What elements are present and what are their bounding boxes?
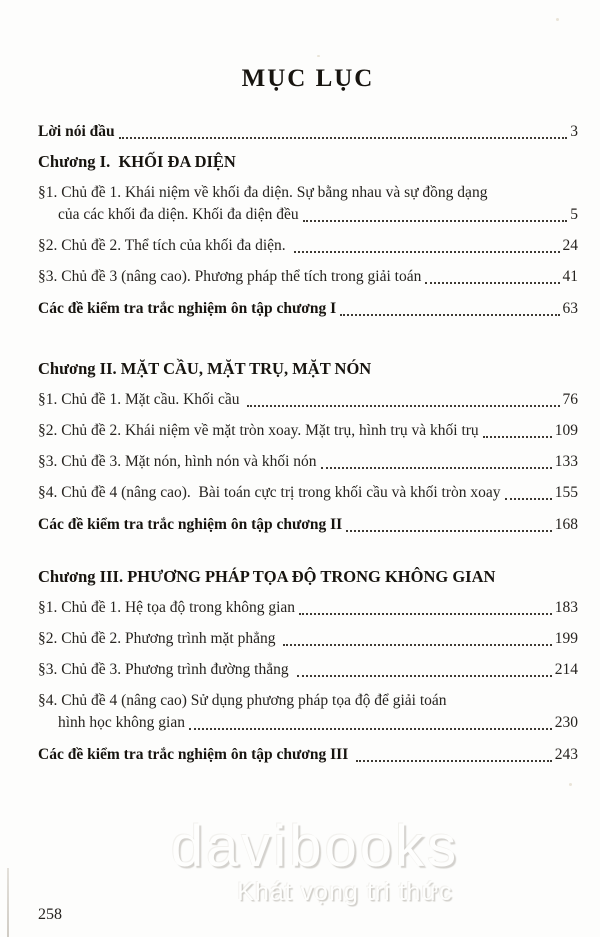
toc-entry [38, 628, 578, 650]
entry-page-number: 243 [554, 746, 578, 763]
dot-leader [189, 727, 552, 730]
toc-entry [38, 420, 578, 442]
entry-page-number: 109 [554, 422, 578, 439]
entry-page-number: 63 [562, 300, 578, 317]
entry-text: §4. Chủ đề 4 (nâng cao) Sử dụng phương pháp tọa độ để giải toán [38, 692, 447, 709]
toc-entry [38, 659, 578, 681]
chapter-heading: Chương I. KHỐI ĐA DIỆN [38, 152, 236, 171]
entry-text: Các đề kiểm tra trắc nghiệm ôn tập chương II [38, 516, 343, 533]
entry-page-number: 183 [554, 599, 578, 616]
dot-leader [321, 466, 552, 469]
page-title: MỤC LỤC [241, 65, 375, 92]
entry-page-number: 214 [554, 661, 578, 678]
toc-entry [38, 451, 578, 473]
entry-page-number: 76 [562, 391, 578, 408]
dot-leader [425, 281, 559, 284]
toc-entry-review [38, 514, 578, 536]
watermark-brand: davibooks [170, 814, 460, 879]
entry-page-number: 168 [554, 516, 578, 533]
entry-text: §2. Chủ đề 2. Khái niệm về mặt tròn xoay. Mặt trụ, hình trụ và khối trụ [38, 422, 479, 439]
entry-text: hình học không gian [58, 714, 185, 731]
entry-text: §3. Chủ đề 3. Mặt nón, hình nón và khối nón [38, 453, 317, 470]
entry-text: Lời nói đầu [38, 123, 115, 140]
entry-text: §2. Chủ đề 2. Phương trình mặt phẳng [38, 630, 280, 647]
dot-leader [483, 435, 552, 438]
toc-entry [38, 690, 578, 734]
entry-text: §1. Chủ đề 1. Mặt cầu. Khối cầu [38, 391, 244, 408]
toc-entry-review [38, 298, 578, 320]
entry-page-number: 41 [562, 268, 578, 285]
toc-entry [38, 597, 578, 619]
entry-page-number: 5 [570, 206, 578, 223]
dot-leader [356, 759, 552, 762]
watermark-slogan: Khát vọng tri thức [237, 878, 453, 906]
dot-leader [346, 529, 552, 532]
dot-leader [297, 674, 552, 677]
dot-leader [283, 643, 551, 646]
entry-text: Các đề kiểm tra trắc nghiệm ôn tập chương III [38, 746, 353, 763]
entry-text: §1. Chủ đề 1. Khái niệm về khối đa diện. Sự bằng nhau và sự đồng dạng [38, 184, 488, 201]
scan-speck [556, 18, 559, 21]
toc-entry [38, 482, 578, 504]
entry-text: §2. Chủ đề 2. Thể tích của khối đa diện. [38, 237, 290, 254]
toc-entry-review [38, 744, 578, 766]
toc-entry [38, 389, 578, 411]
scan-speck [317, 55, 320, 57]
toc-entry-preface [38, 121, 578, 143]
page-number: 258 [38, 906, 62, 923]
entry-text: Các đề kiểm tra trắc nghiệm ôn tập chương I [38, 300, 337, 317]
scan-edge-artifact [7, 868, 9, 937]
entry-page-number: 133 [554, 453, 578, 470]
entry-text: §4. Chủ đề 4 (nâng cao). Bài toán cực trị trong khối cầu và khối tròn xoay [38, 484, 501, 501]
entry-page-number: 230 [554, 714, 578, 731]
scan-speck [569, 783, 572, 786]
entry-text: §3. Chủ đề 3 (nâng cao). Phương pháp thể tích trong giải toán [38, 268, 422, 285]
dot-leader [303, 219, 568, 222]
dot-leader [294, 250, 560, 253]
entry-text: của các khối đa diện. Khối đa diện đều [58, 206, 299, 223]
dot-leader [340, 313, 559, 316]
chapter-heading: Chương II. MẶT CẦU, MẶT TRỤ, MẶT NÓN [38, 359, 372, 378]
entry-text: §3. Chủ đề 3. Phương trình đường thẳng [38, 661, 293, 678]
entry-page-number: 3 [570, 123, 578, 140]
entry-page-number: 199 [554, 630, 578, 647]
dot-leader [299, 612, 552, 615]
toc-entry [38, 182, 578, 226]
entry-page-number: 24 [562, 237, 578, 254]
dot-leader [505, 497, 552, 500]
chapter-heading: Chương III. PHƯƠNG PHÁP TỌA ĐỘ TRONG KHÔNG GIAN [38, 567, 496, 586]
toc-entry [38, 235, 578, 257]
dot-leader [119, 136, 568, 139]
dot-leader [247, 404, 559, 407]
entry-page-number: 155 [554, 484, 578, 501]
toc-entry [38, 266, 578, 288]
entry-text: §1. Chủ đề 1. Hệ tọa độ trong không gian [38, 599, 296, 616]
